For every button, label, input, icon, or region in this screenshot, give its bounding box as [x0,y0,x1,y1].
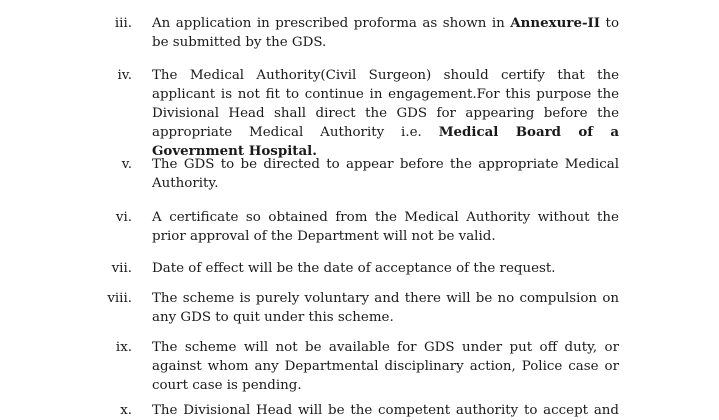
item-text: The scheme will not be available for GDS under put off duty, or against whom any Departmental disciplinary action, Police case or court case is pending. [152,340,619,393]
item-numeral: vii. [111,261,132,276]
item-text: The GDS to be directed to appear before the appropriate Medical Authority. [152,157,619,191]
item-numeral: v. [121,157,132,172]
item-numeral: x. [120,403,132,418]
item-text: The scheme is purely voluntary and there will be no compulsion on any GDS to quit under this scheme. [152,291,619,325]
item-text: The Divisional Head will be the competent authority to accept and [152,403,619,418]
item-text: An application in prescribed proforma as shown in Annexure-II to be submitted by the GDS. [152,15,620,50]
annexure-reference: Annexure-II [510,15,601,31]
item-numeral: viii. [107,291,132,306]
item-text: A certificate so obtained from the Medical Authority without the prior approval of the Department will not be valid. [152,210,619,244]
item-text: Date of effect will be the date of acceptance of the request. [152,261,556,276]
medical-board-emphasis: Medical Board of a Government Hospital. [152,124,620,159]
item-numeral: vi. [115,210,132,225]
item-text: The Medical Authority(Civil Surgeon) should certify that the applicant is not fit to continue in engagement.For this purpose the Divisional Head shall direct the GDS for appearing before the appropriate Medical Authority i.e. Medical Board of a Government Hospital. [152,68,620,159]
item-numeral: ix. [115,340,132,355]
item-numeral: iii. [114,16,132,31]
item-numeral: iv. [117,68,132,83]
